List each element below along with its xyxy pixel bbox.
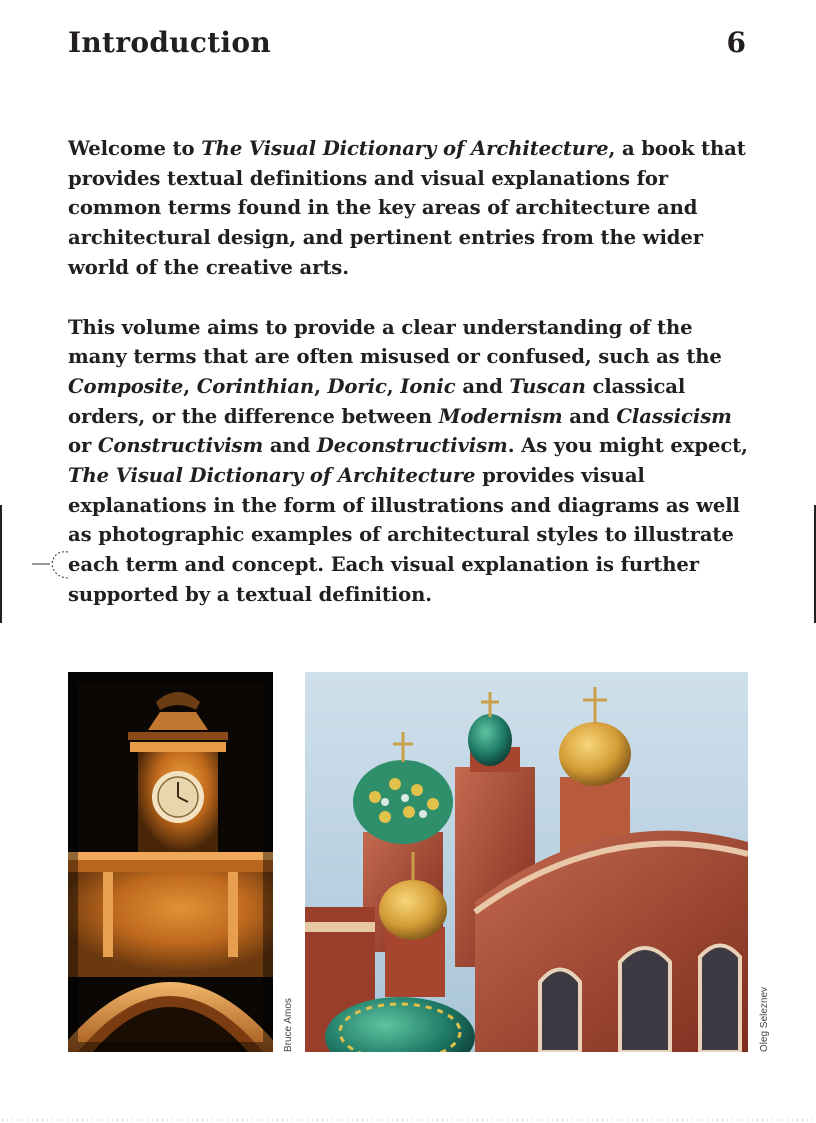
bottom-dotted-edge: [0, 1119, 816, 1121]
term-classicism: Classicism: [616, 404, 732, 428]
intro-paragraph-2: [68, 313, 748, 610]
photo-clock-tower: [68, 672, 273, 1052]
text-run: and: [562, 404, 617, 428]
left-edge-line: [0, 505, 2, 623]
book-title-italic: The Visual Dictionary of Architecture: [201, 137, 609, 160]
text-run: and: [455, 374, 510, 398]
term-corinthian: Corinthian: [196, 374, 315, 398]
photo-credit-left: Bruce Amos: [283, 998, 294, 1052]
church-domes-illustration: [305, 672, 748, 1052]
term-deconstructivism: Deconstructivism: [316, 434, 508, 458]
text-run: ,: [386, 374, 401, 398]
photo-credit-right: Oleg Seleznev: [759, 986, 770, 1052]
text-run: Welcome to: [68, 137, 202, 160]
text-run: . As you might expect,: [507, 434, 748, 458]
term-modernism: Modernism: [438, 404, 563, 428]
text-run: ,: [183, 374, 197, 398]
page-number: 6: [726, 26, 746, 59]
book-title-italic: The Visual Dictionary of Architecture: [68, 464, 476, 488]
page-title: Introduction: [68, 26, 272, 59]
text-run: ,: [314, 374, 328, 398]
text-run: provides visual explanations in the form of illustrations and diagrams as well as photographic examples of architectural styles to illustrate each term and concept. Each visual explanation is further supported by a textual definition.: [68, 464, 740, 606]
term-tuscan: Tuscan: [509, 374, 586, 398]
text-run: This volume aims to provide a clear understanding of the many terms that are often misused or confused, such as the: [68, 315, 722, 369]
text-run: classical orders, or the difference between: [68, 374, 686, 428]
text-run: and: [263, 434, 317, 458]
intro-body: [68, 134, 748, 640]
text-run: or: [68, 434, 98, 458]
photo-onion-dome-church: [305, 672, 748, 1052]
intro-paragraph-1: [68, 134, 748, 283]
term-constructivism: Constructivism: [97, 434, 264, 458]
term-ionic: Ionic: [400, 374, 456, 398]
registration-mark-icon: [32, 548, 72, 582]
term-doric: Doric: [327, 374, 387, 398]
clock-tower-illustration: [68, 672, 273, 1052]
term-composite: Composite: [68, 374, 184, 398]
text-run: , a book that provides textual definitions and visual explanations for common terms found in the key areas of architecture and architectural design, and pertinent entries from the wider world of the creative arts.: [68, 137, 746, 279]
